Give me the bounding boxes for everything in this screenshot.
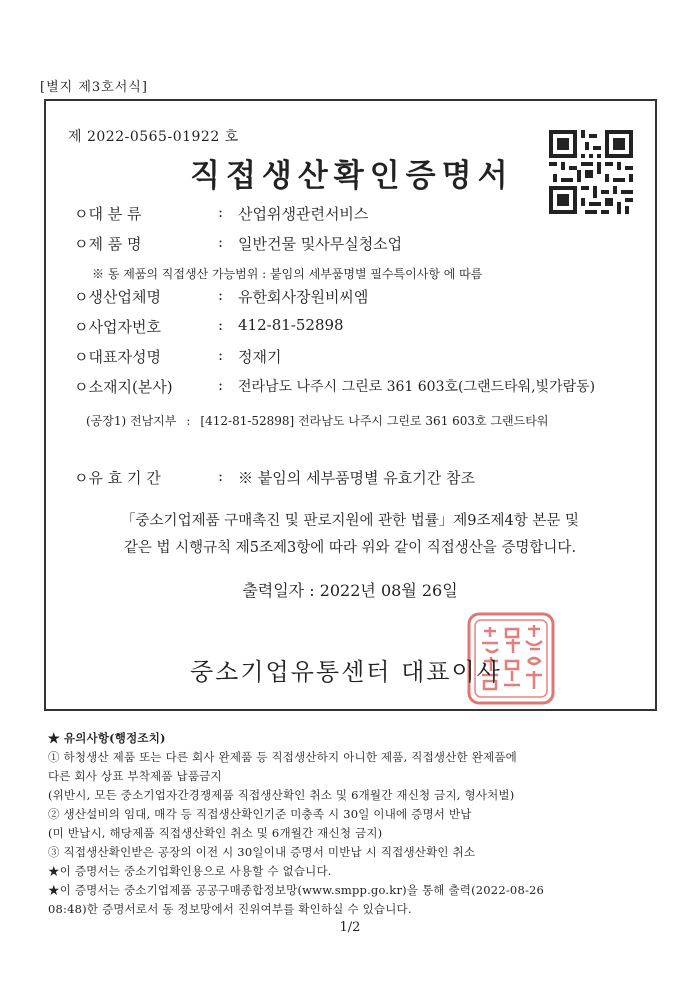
field-value: 정재기 [238, 348, 282, 366]
document-title: 직접생산확인증명서 [190, 158, 514, 194]
scope-note: ※ 동 제품의 직접생산 가능범위 : 붙임의 세부품명별 필수특이사항 에 따름 [92, 267, 483, 281]
field-label: ㅇ유 효 기 간 [74, 469, 161, 487]
notice-heading: ★ 유의사항(행정조치) [48, 731, 166, 745]
field-label: ㅇ생산업체명 [74, 288, 161, 306]
field-value: 일반건물 및사무실청소업 [238, 235, 403, 253]
notice-line: ② 생산설비의 임대, 매각 등 직접생산확인기준 미충족 시 30일 이내에 증명서 반납 [48, 807, 472, 821]
field-label: ㅇ소재지(본사) [74, 378, 173, 396]
field-label: ㅇ사업자번호 [74, 318, 161, 336]
field-value: 412-81-52898 [238, 316, 344, 334]
factory-label: (공장1) 전남지부 [86, 414, 177, 428]
form-label: [별지 제3호서식] [40, 80, 148, 95]
certification-text-line: 같은 법 시행규칙 제5조제3항에 따라 위와 같이 직접생산을 증명합니다. [123, 540, 577, 556]
notice-line: ① 하청생산 제품 또는 다른 회사 완제품 등 직접생산하지 아니한 제품, 직접생산한 완제품에 [48, 750, 517, 764]
field-value: ※ 붙임의 세부품명별 유효기간 참조 [238, 469, 475, 487]
page-number: 1/2 [339, 920, 361, 935]
field-label: ㅇ대 분 류 [74, 205, 142, 223]
notice-line: (위반시, 모든 중소기업자간경쟁제품 직접생산확인 취소 및 6개월간 재신청 금지, 형사처벌) [48, 788, 515, 802]
print-date: 출력일자 : 2022년 08월 26일 [242, 581, 458, 600]
field-value: 산업위생관련서비스 [238, 205, 369, 223]
notice-line: ★이 증명서는 중소기업확인용으로 사용할 수 없습니다. [48, 864, 332, 878]
certification-text-line: 「중소기업제품 구매촉진 및 판로지원에 관한 법률」제9조제4항 본문 및 [121, 513, 579, 529]
notice-line: 08:48)한 증명서로서 동 정보망에서 진위여부를 확인하실 수 있습니다. [48, 902, 412, 916]
notice-line: (미 반납시, 해당제품 직접생산확인 취소 및 6개월간 재신청 금지) [48, 826, 383, 840]
notice-line: ★이 증명서는 중소기업제품 공공구매종합정보망(www.smpp.go.kr)을 통해 출력(2022-08-26 [48, 883, 545, 897]
notice-line: ③ 직접생산확인받은 공장의 이전 시 30일이내 증명서 미반납 시 직접생산확인 취소 [48, 845, 476, 859]
field-label: ㅇ제 품 명 [74, 235, 142, 253]
issuer-name: 중소기업유통센터 대표이사 [190, 658, 502, 686]
qr-code-icon [549, 130, 633, 214]
field-value: 전라남도 나주시 그린로 361 603호(그랜드타워,빛가람동) [238, 379, 596, 395]
certificate-number: 제 2022-0565-01922 호 [68, 129, 239, 145]
notice-line: 다른 회사 상표 부착제품 납품금지 [48, 769, 222, 783]
factory-row: (공장1) 전남지부 : [412-81-52898] 전라남도 나주시 그린로 361 603호 그랜드타워 [86, 414, 549, 428]
factory-value: [412-81-52898] 전라남도 나주시 그린로 361 603호 그랜드타워 [200, 414, 549, 428]
field-value: 유한회사장원비씨엠 [238, 288, 369, 306]
field-label: ㅇ대표자성명 [74, 348, 161, 366]
